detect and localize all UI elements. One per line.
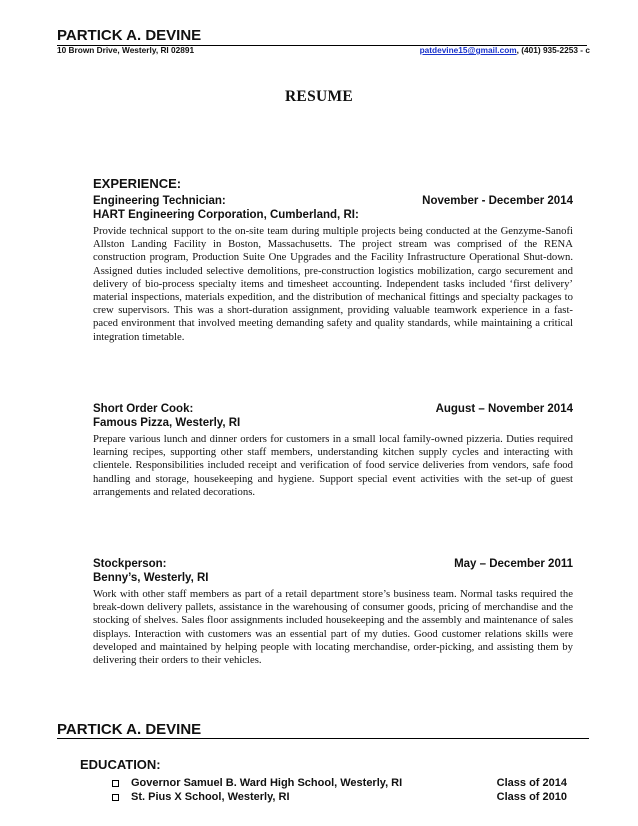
job-entry-stockperson (93, 557, 573, 667)
resume-title: RESUME (284, 88, 354, 105)
email-link[interactable]: patdevine15@gmail.com (419, 45, 517, 55)
checkbox-bullet-icon (112, 794, 119, 801)
job-title: Stockperson: (93, 558, 167, 570)
job-title: Engineering Technician: (93, 195, 226, 207)
job-header (93, 557, 573, 571)
class-year: Class of 2010 (496, 791, 567, 803)
class-year: Class of 2014 (496, 777, 567, 789)
job-header (93, 402, 573, 416)
education-list (112, 776, 567, 804)
job-dates: August – November 2014 (435, 403, 573, 415)
job-entry-engineering (93, 194, 573, 344)
footer-name: PARTICK A. DEVINE (57, 722, 589, 739)
job-description: Provide technical support to the on-site team during multiple projects being conducted at the Genzyme-Sanofi Allston Landing Facility in Boston, Massachusetts. The project stream was comprised of the RENA construction program, Production Suite One Upgrades and the Facility Infrastructure Operational Shut-down. Assigned duties included selective demolitions, pre-construction logistics mobilization, cargo securement and delivery of bio-process specialty items and timesheet accounting. Independent tasks included ‘first delivery’ material inspections, materials expedition, and the distribution of mechanical fittings and specialty packages to crew supervisors. This was a short-duration assignment, providing valuable teamwork experience in a fast-paced environment that involved meeting demanding safety and quality standards, while maintaining a critical integration timetable. (93, 225, 573, 343)
experience-heading: EXPERIENCE: (93, 176, 182, 191)
job-org: Benny’s, Westerly, RI (93, 572, 209, 584)
list-item (112, 776, 567, 790)
contact-right (420, 45, 590, 55)
checkbox-bullet-icon (112, 780, 119, 787)
address: 10 Brown Drive, Westerly, RI 02891 (57, 45, 195, 55)
job-description: Work with other staff members as part of a retail department store’s business team. Normal tasks required the break-down delivery pallets, assistance in the warehousing of consumer goods, pricing of merchandise and the stocking of shelves. Sales floor assignments included housekeeping and the assembly and maintenance of sales displays. Interaction with customers was an essential part of my duties. Good customer relations skills were developed and maintained by helping people with locating merchandise, order-picking, and assisting them by delivering their orders to their vehicles. (93, 588, 573, 667)
job-org: Famous Pizza, Westerly, RI (93, 417, 241, 429)
header-name: PARTICK A. DEVINE (57, 28, 587, 46)
school-name: St. Pius X School, Westerly, RI (131, 791, 290, 803)
school-name: Governor Samuel B. Ward High School, Westerly, RI (131, 777, 403, 789)
job-header (93, 194, 573, 208)
job-description: Prepare various lunch and dinner orders for customers in a small local family-owned pizzeria. Duties required learning recipes, supporting other staff members, understanding kitchen supply cycles and interacting with clientele. Responsibilities included receipt and verification of food service deliveries from vendors, safe food handling and storage, housekeeping and hygiene. Support special event activities with the set-up of guest arrangements and related decorations. (93, 433, 573, 498)
job-entry-cook (93, 402, 573, 499)
list-item (112, 790, 567, 804)
phone: , (401) 935-2253 - c (516, 45, 590, 55)
header-contact (57, 45, 590, 55)
job-dates: November - December 2014 (422, 195, 573, 207)
education-heading: EDUCATION: (80, 757, 161, 772)
job-org: HART Engineering Corporation, Cumberland, RI: (93, 209, 359, 221)
job-title: Short Order Cook: (93, 403, 194, 415)
job-dates: May – December 2011 (454, 558, 573, 570)
